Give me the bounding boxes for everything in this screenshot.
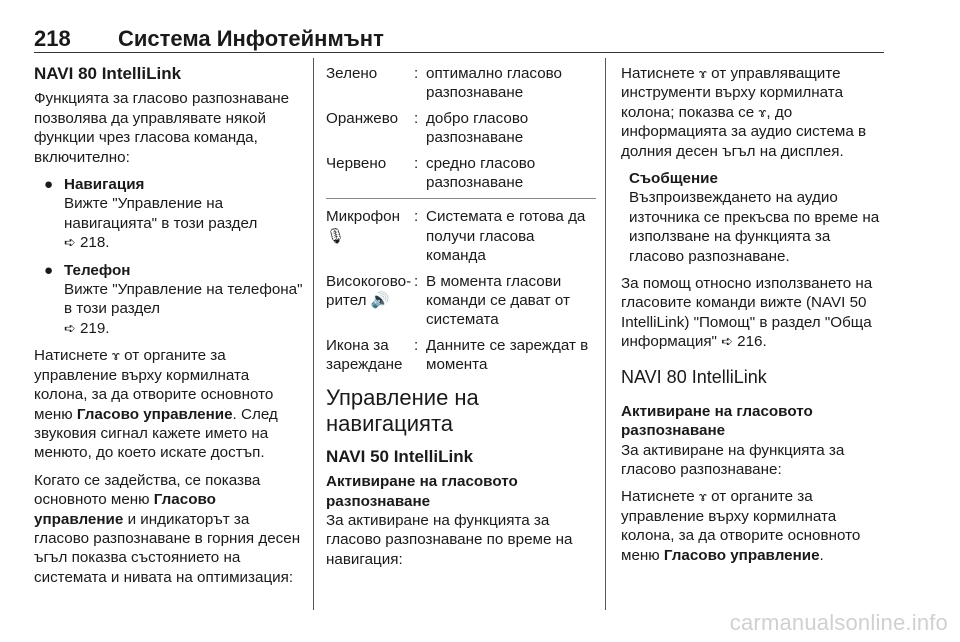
- intro-paragraph: Функцията за гласово разпознаване позволява да управлявате някой функции чрез гласова команда, включително:: [34, 90, 290, 166]
- page-ref: 218.: [79, 234, 110, 252]
- bullet-dot-icon: ●: [44, 176, 54, 194]
- bullet-text: Вижте "Управление на телефона" в този раздел ➪ 219.: [64, 281, 303, 337]
- bullet-text: Вижте "Управление на навигацията" в този раздел ➪ 218.: [64, 195, 258, 252]
- bullet-dot-icon: ●: [44, 261, 54, 279]
- paragraph-activation: Когато се задейства, се показва основното меню Гласово управление и индикаторът за гласово разпознаване в горния десен ъгъл показва състоянието на системата и нивата на оптимизация:: [34, 471, 301, 586]
- page-header: [34, 26, 884, 52]
- page-ref-icon: ➪: [64, 234, 76, 251]
- column-3: [621, 64, 887, 573]
- paragraph-press-button: Натиснете ɤ от органите за управление върху кормилната колона, за да отворите основното меню Гласово управление. След звуковия сигнал кажете името на менюто, до което искате достъп.: [34, 347, 278, 462]
- column-divider-1: [313, 58, 314, 610]
- table-row: Микрофон 🎙 : Системата е готова да получи гласова команда: [326, 208, 586, 265]
- microphone-icon: 🎙: [326, 227, 346, 245]
- voice-indicator-icon: ɤ: [758, 104, 767, 120]
- table-row: Червено : средно гласово разпознаване: [326, 154, 536, 192]
- note-box: [621, 169, 887, 266]
- paragraph: За активиране на функцията за гласово разпознаване:: [621, 441, 845, 478]
- paragraph-help: За помощ относно използването на гласовите команди вижте (NAVI 50 IntelliLink) "Помощ" в раздел "Обща информация" ➪ 216.: [621, 275, 873, 351]
- note-title: Съобщение: [629, 170, 718, 188]
- watermark: carmanualsonline.info: [729, 610, 948, 635]
- page-ref: 219.: [79, 319, 110, 337]
- header-rule: [34, 52, 884, 53]
- table-divider: [326, 198, 596, 199]
- page-title: Система Инфотейнмънт: [118, 26, 384, 51]
- paragraph: За активиране на функцията за гласово разпознаване по време на навигация:: [326, 511, 573, 568]
- chapter-heading: Управление на навигацията: [326, 384, 479, 436]
- page-ref: 216.: [737, 333, 767, 351]
- paragraph-press-button: Натиснете ɤ от органите за управление върху кормилната колона, за да отворите основното меню Гласово управление.: [621, 488, 861, 564]
- note-text: Възпроизвеждането на аудио източника се прекъсва по време на използване на функцията за гласово разпознаване.: [629, 189, 880, 265]
- column-2: [326, 64, 598, 577]
- page-ref-icon: ➪: [64, 319, 76, 336]
- bullet-title: Навигация: [64, 176, 145, 194]
- page-ref-icon: ➪: [721, 333, 733, 350]
- column-divider-2: [605, 58, 606, 610]
- voice-button-icon: ɤ: [698, 66, 707, 81]
- bullet-item-navigation: [34, 175, 306, 253]
- subsection-heading: Активиране на гласовото разпознаване: [326, 473, 518, 510]
- table-row: Високогово-рител 🔊 : В момента гласови команди се дават от системата: [326, 272, 570, 329]
- section-heading: NAVI 50 IntelliLink: [326, 446, 474, 466]
- table-row: Икона за зареждане : Данните се зареждат в момента: [326, 336, 589, 374]
- table-row: Зелено : оптимално гласово разпознаване: [326, 65, 562, 102]
- subsection-heading: Активиране на гласовото разпознаване: [621, 402, 813, 440]
- bullet-title: Телефон: [64, 261, 131, 279]
- speaker-icon: 🔊: [370, 292, 390, 310]
- status-table-colors: [326, 64, 598, 192]
- section-heading: NAVI 80 IntelliLink: [34, 64, 182, 83]
- status-table-icons: [326, 207, 598, 374]
- paragraph-press-button: Натиснете ɤ от управляващите инструменти върху кормилната колона; показва се ɤ, до информацията за аудио система в долния десен ъгъл на дисплея.: [621, 65, 867, 160]
- page-number: 218: [34, 26, 71, 51]
- voice-button-icon: ɤ: [698, 489, 707, 505]
- section-heading: NAVI 80 IntelliLink: [621, 366, 767, 387]
- bullet-item-phone: [34, 261, 306, 339]
- table-row: Оранжево : добро гласово разпознаване: [326, 109, 529, 147]
- column-1: [34, 64, 306, 595]
- voice-button-icon: ɤ: [111, 348, 120, 364]
